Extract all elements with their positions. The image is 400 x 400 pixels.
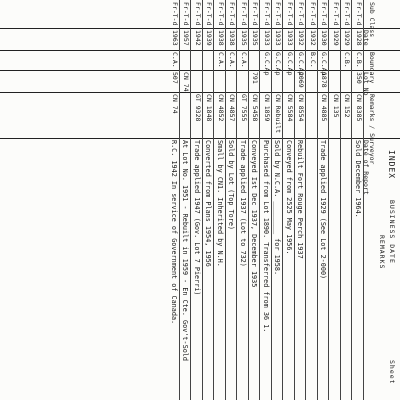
row-date: 1935 xyxy=(251,30,260,46)
row-remark: Trade applied 1947 (Gov. Lot 7 Pierri) xyxy=(193,140,201,296)
row-cn: CN 5458 xyxy=(251,94,260,122)
row-remark: Sold by Lot (Top Tore) xyxy=(227,140,236,231)
row-lot: CN 74 xyxy=(182,72,191,92)
row-remark: R.C. 1942 In service of Government of Canada. xyxy=(170,140,178,325)
row-a: C.A. xyxy=(240,52,248,68)
row-rule xyxy=(237,0,238,400)
row-cn: CN 4852 xyxy=(217,94,225,122)
row-cls: Fr-T-d xyxy=(355,2,363,26)
row-rule xyxy=(363,0,364,400)
column-header: Lot No xyxy=(362,72,370,96)
row-remark: Conveyed from 2525 May 1956. xyxy=(285,140,293,255)
row-remark: Sold December 1964. xyxy=(354,140,362,218)
row-cls: Fr-T-d xyxy=(194,2,202,26)
column-header: Remarks / Surveyor xyxy=(368,94,376,165)
column-header: Boundary xyxy=(368,52,376,84)
row-a: G.C.Ap xyxy=(286,52,294,76)
row-cls: Fr-T-d xyxy=(171,2,179,26)
row-rule xyxy=(179,0,180,400)
row-cls: Fr-T-d xyxy=(274,2,283,26)
row-cls: Fr-T-d xyxy=(332,2,340,26)
row-date: 1929 xyxy=(343,30,352,46)
row-rule xyxy=(317,0,318,400)
row-rule xyxy=(248,0,249,400)
row-rule xyxy=(329,0,330,400)
row-cls: Fr-T-d xyxy=(251,2,260,26)
row-a: C.A. xyxy=(217,52,225,68)
row-a: G.C.Ap xyxy=(297,52,306,76)
remarks-label: REMARKS xyxy=(378,235,386,270)
row-remark: Trade applied 1929 (See Lot 2-000) xyxy=(319,140,328,280)
row-date: 1939 xyxy=(205,30,214,46)
row-remark: Small by CN1. Inherited by N.H. xyxy=(216,140,224,267)
row-cls: Fr-T-d xyxy=(217,2,225,26)
row-remark: At Lot No. 1951 - Rebuilt in 1959 - En Cte. Gov't-Sold xyxy=(181,140,190,361)
row-a: G.C.Ap xyxy=(263,52,271,76)
row-rule xyxy=(340,0,341,400)
row-rule xyxy=(352,0,353,400)
row-cn: CN 1859 xyxy=(263,94,271,122)
row-remark: Conveyed Ist Dec 1937, December 1935 xyxy=(250,140,259,288)
column-header: Date of Report xyxy=(362,140,370,195)
row-cls: Fr-T-d xyxy=(320,2,329,26)
row-remark: Purchased from Lot 1890. Transferred from 36 1. xyxy=(262,140,270,333)
row-cn: CN 1848 xyxy=(205,94,214,122)
row-lot: 350 xyxy=(355,72,363,84)
row-cn: GT 9328 xyxy=(194,94,202,122)
row-rule xyxy=(294,0,295,400)
row-date: 1929 xyxy=(332,30,340,46)
row-cls: Fr-T-d xyxy=(309,2,317,26)
row-a: C.A. xyxy=(228,52,237,68)
sheet-label: Sheet xyxy=(388,360,396,385)
row-lot: 507 xyxy=(171,72,179,84)
row-date: 1933 xyxy=(286,30,294,46)
row-a: C.A. xyxy=(171,52,179,68)
row-a: G.C.Ap xyxy=(274,52,283,76)
row-date: 1933 xyxy=(263,30,271,46)
row-a: B.C. xyxy=(309,52,317,68)
row-rule xyxy=(306,0,307,400)
row-cn: CN 8385 xyxy=(355,94,363,122)
row-remark: Trade applied 1937 (Lot to 732) xyxy=(239,140,247,267)
row-cls: Fr-T-d xyxy=(286,2,294,26)
row-date: 1932 xyxy=(309,30,317,46)
row-a: C.B. xyxy=(355,52,363,68)
row-remark: Sold by N.C.A. ________ for 1958. xyxy=(273,140,282,276)
row-rule xyxy=(260,0,261,400)
row-date: 1933 xyxy=(274,30,283,46)
row-cls: Fr-T-d xyxy=(182,2,191,26)
row-cn: CN Rebuilt xyxy=(274,94,283,134)
row-date: 1935 xyxy=(240,30,248,46)
index-title: INDEX xyxy=(387,150,396,180)
row-cn: CN 8554 xyxy=(297,94,306,122)
row-cn: CN 5584 xyxy=(286,94,294,122)
row-date: 1963 xyxy=(171,30,179,46)
row-cls: Fr-T-d xyxy=(263,2,271,26)
index-value: BUSINESS DATE xyxy=(388,200,396,264)
row-cls: Fr-T-d xyxy=(343,2,352,26)
row-cn: CN 4857 xyxy=(228,94,237,122)
row-cn: GT 7555 xyxy=(240,94,248,122)
row-a: C.B. xyxy=(343,52,352,68)
row-lot: 1878 xyxy=(320,72,329,88)
row-a: G.C.Ap xyxy=(320,52,329,76)
row-remark: Rebuilt Fort Rouge Perch 1937 xyxy=(296,140,305,259)
row-cls: Fr-T-d xyxy=(228,2,237,26)
row-date: 1938 xyxy=(217,30,225,46)
row-remark: Converted from Plans 1954, 1956 xyxy=(204,140,213,267)
row-lot: 2069 xyxy=(297,72,306,88)
row-cls: Fr-T-d xyxy=(297,2,306,26)
row-rule xyxy=(202,0,203,400)
row-rule xyxy=(214,0,215,400)
row-cls: Fr-T-d xyxy=(205,2,214,26)
row-cn: CN 4885 xyxy=(320,94,329,122)
row-rule xyxy=(271,0,272,400)
row-date: 1942 xyxy=(194,30,202,46)
row-cls: Fr-T-d xyxy=(240,2,248,26)
row-cn: CN 135 xyxy=(332,94,340,118)
row-rule xyxy=(225,0,226,400)
row-date: 1930 xyxy=(320,30,329,46)
column-header: Date xyxy=(362,30,370,46)
row-rule xyxy=(191,0,192,400)
row-date: 1932 xyxy=(297,30,306,46)
row-cn: CN 74 xyxy=(171,94,179,114)
row-date: 1928 xyxy=(355,30,363,46)
row-cn: CN 152 xyxy=(343,94,352,118)
row-lot: 791 xyxy=(251,72,260,84)
row-rule xyxy=(283,0,284,400)
row-date: 1957 xyxy=(182,30,191,46)
column-header: Sub Class xyxy=(368,2,376,38)
row-date: 1938 xyxy=(228,30,237,46)
